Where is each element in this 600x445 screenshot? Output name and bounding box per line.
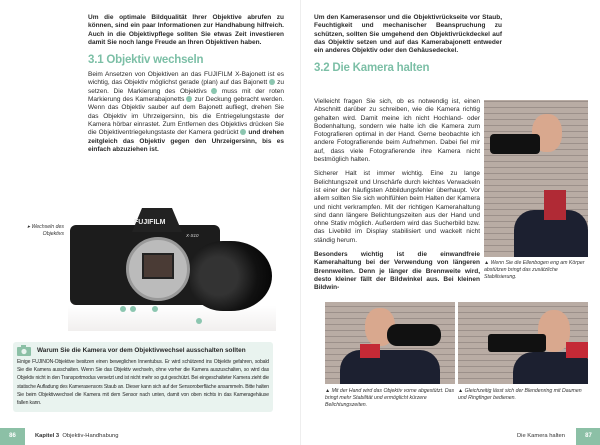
scarf bbox=[544, 190, 566, 220]
lens bbox=[190, 241, 272, 311]
photo-caption: ▲ Wenn Sie die Ellenbogen eng am Körper abstützen bringt das zusätzliche Stabilisierung. bbox=[484, 260, 585, 280]
chapter-label: Kapitel 3 bbox=[35, 433, 60, 439]
marker-icon bbox=[120, 306, 126, 312]
running-head: Die Kamera halten bbox=[516, 433, 565, 439]
marker-icon bbox=[196, 318, 202, 324]
chapter-title: Objektiv-Handhabung bbox=[62, 433, 119, 439]
person-jacket bbox=[340, 350, 440, 384]
photo-caption: ▲ Gleichzeitig lässt sich der Blendenring mit Daumen und Ringfinger bedienen. bbox=[458, 388, 582, 401]
photo-caption: ▲ Mit der Hand wird das Objektiv vorne abgestützt. Das bringt mehr Stabilität und ermöglicht kürzere Belichtungszeiten. bbox=[325, 388, 455, 408]
intro-paragraph: Um den Kamerasensor und die Objektivrückseite vor Staub, Feuchtigkeit und mechanischer Beanspruchung zu schützen, sollten Sie umgehend den Objektivrückdeckel auf das Objektiv setzen und auf das Kamerabajonett entweder ein anderes Objektiv oder den Gehäusedeckel. bbox=[314, 14, 502, 55]
photo-elbows bbox=[484, 100, 588, 257]
running-head bbox=[35, 433, 118, 439]
text: Beim Ansetzen von Objektiven an das FUJIFILM X-Bajonett ist es wichtig, das Objektiv möglichst gerade (plan) auf das Bajonett bbox=[88, 71, 284, 87]
camera-photo bbox=[68, 203, 276, 331]
marker-icon bbox=[152, 306, 158, 312]
text: und drehen zeitgleich das Objektiv gegen den Uhrzeigersinn, bis es einfach abzuziehen ist. bbox=[88, 129, 285, 153]
body-paragraph bbox=[88, 71, 284, 154]
camera-model: X-S10 bbox=[186, 233, 199, 238]
info-box bbox=[13, 342, 273, 412]
page-number: 87 bbox=[576, 428, 600, 445]
camera-brand: FUJIFILM bbox=[134, 219, 166, 226]
figure-caption: ▸ Wechseln des Objektivs bbox=[27, 224, 64, 237]
photo-lens-support bbox=[325, 302, 455, 384]
right-intro-column bbox=[314, 14, 502, 79]
marker-icon bbox=[130, 306, 136, 312]
right-text-column bbox=[314, 98, 480, 299]
text: muss mit der roten Markierung des Kamerabajonetts bbox=[88, 87, 284, 104]
scarf bbox=[360, 344, 380, 358]
intro-paragraph: Um die optimale Bildqualität Ihrer Objektive abrufen zu können, sind ein paar Informationen zur Handhabung hilfreich. Auch in die Objektivpflege sollten Sie etwas Zeit investieren damit Sie noch lange Freude an Ihren Objektiven haben. bbox=[88, 14, 284, 46]
body-paragraph: Sicherer Halt ist immer wichtig. Eine zu lange Belichtungszeit und Unschärfe durch leichtes Verwackeln ist einer der häufigsten Abbildungsfehler überhaupt. Vor allem sollten Sie sich wohlfühlen beim Halten der Kamera und nicht verkrampfen. Mit der richtigen Kamerahaltung sind dann längere Belichtungszeiten aus der Hand und ohne Stativ möglich. Außerdem wird das Sucherbild bzw. das Livebild im Display stabilisiert und wackelt nicht ständig herum. bbox=[314, 170, 480, 244]
scarf bbox=[566, 342, 588, 358]
text: zu setzen. Die Markierung des Objektivs bbox=[88, 79, 284, 95]
left-text-column bbox=[88, 14, 284, 160]
text: zur Deckung gebracht werden. Wenn das Objektiv sauber auf dem Bajonett aufliegt, drehen Sie das Objektiv im Uhrzeigersinn, bis die Entriegelungstaste der Kamera hörbar einrastet. Zum Entfernen des Objektivs drücken Sie die Objektiventriegelungstaste der Kamera gedrückt bbox=[88, 96, 285, 137]
sensor bbox=[142, 253, 174, 279]
body-paragraph: Vielleicht fragen Sie sich, ob es notwendig ist, einen Abschnitt darüber zu schreiben, wie die Kamera richtig gehalten wird. Damit meine ich nicht Hochland- oder Bodenhaltung, sondern wie halte ich die Kamera zum Fotografieren optimal in der Hand. Gerne beobachte ich andere Fotografierende beim Aufnehmen. Dabei fiel mir auf, dass viele Fotografierende ihre Kamera nicht bestmöglich halten. bbox=[314, 98, 480, 164]
right-page bbox=[300, 0, 600, 445]
info-box-title: Warum Sie die Kamera vor dem Objektivwechsel ausschalten sollten bbox=[37, 347, 246, 354]
camera-lens bbox=[387, 324, 441, 346]
photo-aperture-ring bbox=[458, 302, 588, 384]
camera-lens bbox=[488, 334, 546, 352]
body-paragraph: Besonders wichtig ist die einwandfreie Kamerahaltung bei der Verwendung von längeren Brennweiten. Denn je länger die Brennweite wird, desto kleiner fällt der Bildwinkel aus. Bei kleinen Bildwin- bbox=[314, 251, 480, 292]
section-heading: 3.2 Die Kamera halten bbox=[314, 62, 430, 75]
section-heading: 3.1 Objektiv wechseln bbox=[88, 54, 204, 67]
camera-icon bbox=[17, 345, 31, 356]
camera-lens bbox=[490, 134, 540, 154]
page-number: 86 bbox=[0, 428, 25, 445]
info-box-body: Einige FUJINON-Objektive besitzen einen beweglichen Innentubus. Er wird schützend ins Objektiv gefahren, sobald Sie die Kamera ausschalten. Wenn Sie das Objektiv wechseln, ohne vorher die Kamera auszuschalten, so wird das Objektiv nicht in den Transportmodus versetzt und ist nicht mehr so gut geschützt. Bei eingeschalteter Kamera zieht die statische Aufladung des Kamerasensors Staub an. Dieser kann sich auf der Sensoroberfläche ansammeln. Bitte halten Sie beim Objektivwechsel die Kamera mit dem Sensor nach unten, damit von oben nichts in das Kameragehäuse fallen kann. bbox=[17, 359, 269, 407]
